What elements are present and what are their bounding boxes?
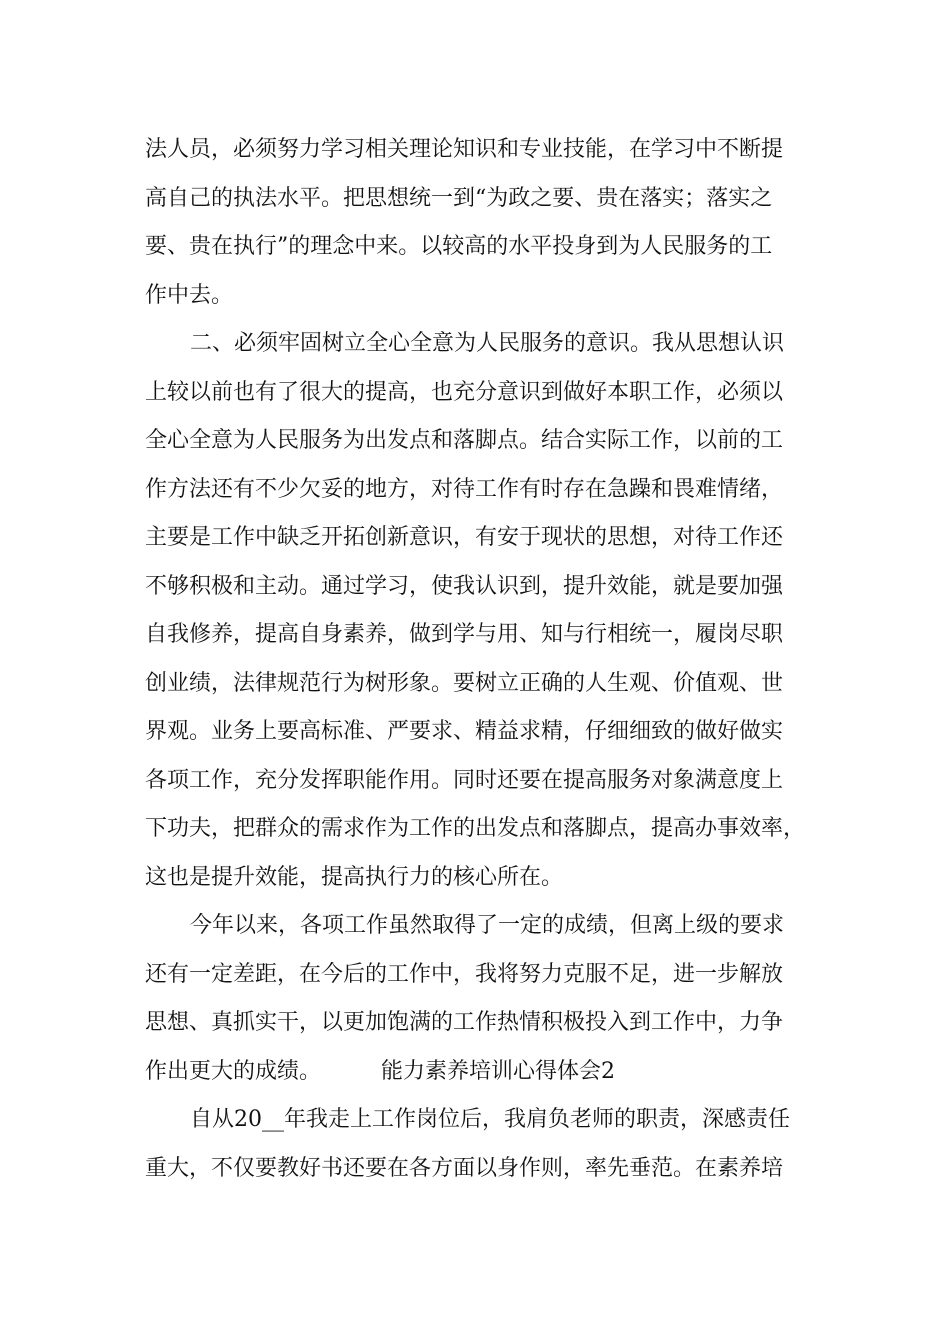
text-line: 今年以来，各项工作虽然取得了一定的成绩，但离上级的要求: [190, 913, 785, 938]
text-line: 二、必须牢固树立全心全意为人民服务的意识。我从思想认识: [190, 331, 785, 356]
text-line: 自我修养，提高自身素养，做到学与用、知与行相统一，履岗尽职: [145, 622, 784, 647]
text-line: 思想、真抓实干，以更加饱满的工作热情积极投入到工作中，力争: [145, 1010, 784, 1035]
text-line: 创业绩，法律规范行为树形象。要树立正确的人生观、价值观、世: [145, 670, 784, 696]
text-line: 上较以前也有了很大的提高，也充分意识到做好本职工作，必须以: [145, 379, 784, 405]
text-line: 全心全意为人民服务为出发点和落脚点。结合实际工作，以前的工: [145, 428, 784, 453]
document-body: [145, 126, 815, 1193]
text-line: 还有一定差距，在今后的工作中，我将努力克服不足，进一步解放: [145, 961, 784, 987]
section-heading: 能力素养培训心得体会2: [381, 1058, 616, 1084]
text-line: 界观。业务上要高标准、严要求、精益求精，仔细细致的做好做实: [145, 719, 784, 744]
text-line: 自从20__年我走上工作岗位后，我肩负老师的职责，深感责任: [190, 1107, 790, 1132]
text-line: 高自己的执法水平。把思想统一到“为政之要、贵在落实；落实之: [145, 185, 773, 211]
text-line: 法人员，必须努力学习相关理论知识和专业技能，在学习中不断提: [145, 137, 784, 162]
text-line: 作中去。: [145, 282, 234, 308]
text-line: 这也是提升效能，提高执行力的核心所在。: [145, 864, 564, 890]
text-line: 作方法还有不少欠妥的地方，对待工作有时存在急躁和畏难情绪，: [145, 476, 784, 502]
text-line: 主要是工作中缺乏开拓创新意识，有安于现状的思想，对待工作还: [145, 525, 784, 550]
text-line: 不够积极和主动。通过学习，使我认识到，提升效能，就是要加强: [145, 573, 784, 599]
text-line: 下功夫，把群众的需求作为工作的出发点和落脚点，提高办事效率，: [145, 816, 806, 841]
text-line: [145, 1048, 815, 1097]
text-line: 要、贵在执行”的理念中来。以较高的水平投身到为人民服务的工: [145, 234, 773, 259]
text-fragment: 作出更大的成绩。: [145, 1058, 322, 1084]
text-line: 各项工作，充分发挥职能作用。同时还要在提高服务对象满意度上: [145, 767, 784, 793]
text-line: 重大，不仅要教好书还要在各方面以身作则，率先垂范。在素养培: [145, 1155, 784, 1181]
